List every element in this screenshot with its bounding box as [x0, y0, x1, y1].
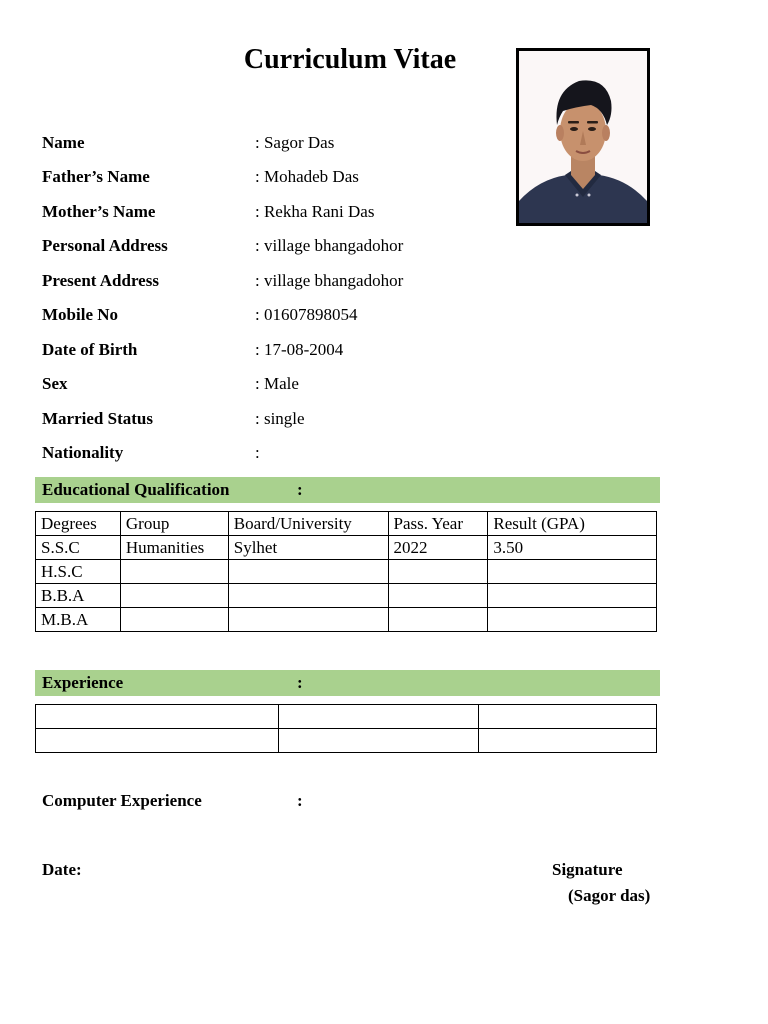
- document-title: Curriculum Vitae: [243, 44, 457, 75]
- table-row: [36, 729, 657, 753]
- section-colon: :: [297, 673, 303, 692]
- section-label: Educational Qualification: [42, 480, 230, 499]
- info-value: : Male: [255, 374, 299, 393]
- info-label: Sex: [42, 374, 68, 393]
- table-header-cell: Degrees: [36, 512, 121, 536]
- experience-table: [35, 704, 657, 753]
- table-cell: H.S.C: [36, 560, 121, 584]
- computer-experience-label: Computer Experience: [42, 791, 202, 810]
- info-value: : Rekha Rani Das: [255, 202, 375, 221]
- info-row-mobile-no: [42, 305, 522, 329]
- table-cell: M.B.A: [36, 608, 121, 632]
- section-label: Experience: [42, 673, 124, 692]
- table-row: [36, 536, 657, 560]
- table-cell: [488, 608, 657, 632]
- info-row-mothers-name: [42, 202, 522, 226]
- section-colon: :: [297, 480, 303, 499]
- table-header-cell: Board/University: [228, 512, 388, 536]
- info-row-name: [42, 133, 522, 157]
- education-section-header: [35, 477, 660, 503]
- info-value: : Sagor Das: [255, 133, 335, 152]
- table-cell: [228, 560, 388, 584]
- date-label: Date:: [42, 860, 82, 879]
- table-cell: [36, 705, 279, 729]
- info-value: : Mohadeb Das: [255, 167, 359, 186]
- info-label: Name: [42, 133, 85, 152]
- table-cell: [488, 560, 657, 584]
- table-cell: Humanities: [120, 536, 228, 560]
- info-label: Nationality: [42, 443, 124, 462]
- profile-photo: [516, 48, 650, 226]
- table-cell: [278, 705, 479, 729]
- table-cell: [388, 608, 488, 632]
- info-row-personal-address: [42, 236, 522, 260]
- info-value: : village bhangadohor: [255, 236, 404, 255]
- info-row-present-address: [42, 271, 522, 295]
- table-cell: [120, 560, 228, 584]
- table-cell: [388, 560, 488, 584]
- info-label: Married Status: [42, 409, 153, 428]
- table-cell: [278, 729, 479, 753]
- info-value: : 01607898054: [255, 305, 358, 324]
- info-label: Present Address: [42, 271, 159, 290]
- table-row: [36, 584, 657, 608]
- table-header-cell: Group: [120, 512, 228, 536]
- info-row-fathers-name: [42, 167, 522, 191]
- info-label: Personal Address: [42, 236, 168, 255]
- experience-section-header: [35, 670, 660, 696]
- info-value: : single: [255, 409, 305, 428]
- info-value: : village bhangadohor: [255, 271, 404, 290]
- table-row: [36, 705, 657, 729]
- table-cell: [228, 584, 388, 608]
- table-cell: [479, 705, 657, 729]
- education-table: [35, 511, 657, 632]
- table-cell: [36, 729, 279, 753]
- info-label: Mobile No: [42, 305, 119, 324]
- table-header-cell: Pass. Year: [388, 512, 488, 536]
- table-row: [36, 560, 657, 584]
- computer-experience-colon: :: [297, 791, 303, 810]
- signature-label: Signature: [552, 860, 623, 879]
- info-label: Father’s Name: [42, 167, 150, 186]
- table-cell: [228, 608, 388, 632]
- table-row: [36, 608, 657, 632]
- signature-name: (Sagor das): [568, 886, 651, 905]
- table-cell: B.B.A: [36, 584, 121, 608]
- table-cell: [120, 584, 228, 608]
- info-row-sex: [42, 374, 522, 398]
- info-label: Mother’s Name: [42, 202, 156, 221]
- table-cell: 2022: [388, 536, 488, 560]
- table-cell: S.S.C: [36, 536, 121, 560]
- table-header-row: [36, 512, 657, 536]
- table-cell: [120, 608, 228, 632]
- info-value: :: [255, 443, 260, 462]
- table-cell: [388, 584, 488, 608]
- table-cell: Sylhet: [228, 536, 388, 560]
- table-cell: [479, 729, 657, 753]
- info-value: : 17-08-2004: [255, 340, 344, 359]
- info-row-married-status: [42, 409, 522, 433]
- table-cell: 3.50: [488, 536, 657, 560]
- table-header-cell: Result (GPA): [488, 512, 657, 536]
- info-row-date-of-birth: [42, 340, 522, 364]
- table-cell: [488, 584, 657, 608]
- info-row-nationality: [42, 443, 522, 467]
- info-label: Date of Birth: [42, 340, 138, 359]
